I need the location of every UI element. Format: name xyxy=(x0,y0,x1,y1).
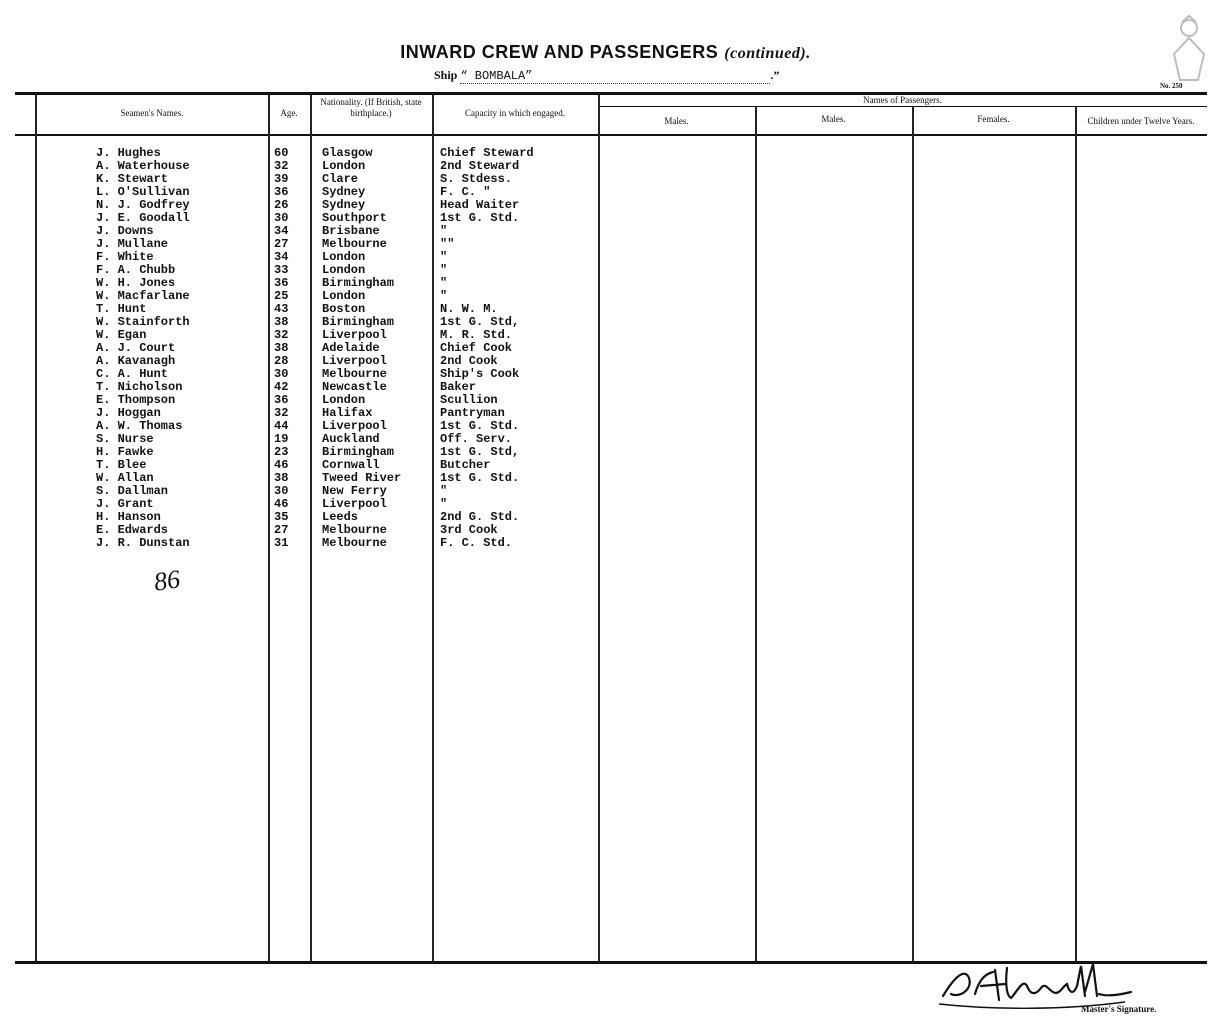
crew-name: J. E. Goodall xyxy=(96,211,190,225)
crew-name: J. R. Dunstan xyxy=(96,536,190,550)
crew-name: T. Blee xyxy=(96,458,147,472)
crew-name: W. Egan xyxy=(96,328,147,342)
crew-name: T. Nicholson xyxy=(96,380,183,394)
crew-nationality: London xyxy=(322,159,366,173)
crew-capacity: " xyxy=(440,289,448,303)
crew-capacity: Chief Steward xyxy=(440,146,534,160)
crew-nationality: Melbourne xyxy=(322,523,387,537)
crew-row xyxy=(0,497,600,510)
crew-capacity: Baker xyxy=(440,380,477,394)
crew-row xyxy=(0,328,600,341)
crew-nationality: Brisbane xyxy=(322,224,380,238)
crew-row xyxy=(0,393,600,406)
crew-age: 38 xyxy=(274,315,289,329)
handwritten-tally: 86 xyxy=(152,564,182,597)
crew-nationality: Glasgow xyxy=(322,146,373,160)
ship-name: “ BOMBALA” xyxy=(460,69,770,84)
crew-age: 43 xyxy=(274,302,289,316)
crew-row xyxy=(0,458,600,471)
crew-capacity: " xyxy=(440,276,448,290)
crew-nationality: London xyxy=(322,250,366,264)
crew-row xyxy=(0,250,600,263)
crew-capacity: 2nd Cook xyxy=(440,354,498,368)
title-continued: (continued). xyxy=(724,45,811,62)
divider-females xyxy=(912,106,914,961)
crew-row xyxy=(0,523,600,536)
crew-capacity: 1st G. Std. xyxy=(440,419,520,433)
crew-name: H. Fawke xyxy=(96,445,154,459)
crew-nationality: Adelaide xyxy=(322,341,380,355)
crew-age: 34 xyxy=(274,250,289,264)
crew-age: 42 xyxy=(274,380,289,394)
crew-capacity: " xyxy=(440,484,448,498)
header-passengers: Names of Passengers. xyxy=(863,95,942,105)
crew-name: A. Waterhouse xyxy=(96,159,190,173)
crew-capacity: Ship's Cook xyxy=(440,367,520,381)
crew-age: 36 xyxy=(274,185,289,199)
crew-age: 35 xyxy=(274,510,289,524)
crew-name: E. Edwards xyxy=(96,523,169,537)
crew-name: J. Hoggan xyxy=(96,406,161,420)
divider-males2 xyxy=(755,106,757,961)
crew-name: J. Hughes xyxy=(96,146,161,160)
crew-row xyxy=(0,211,600,224)
crew-row xyxy=(0,484,600,497)
crew-nationality: Clare xyxy=(322,172,359,186)
crew-name: L. O'Sullivan xyxy=(96,185,190,199)
crew-name: S. Nurse xyxy=(96,432,154,446)
crew-row xyxy=(0,380,600,393)
crew-name: A. W. Thomas xyxy=(96,419,183,433)
ship-label: Ship xyxy=(434,68,458,82)
crew-age: 27 xyxy=(274,237,289,251)
crew-age: 31 xyxy=(274,536,289,550)
crew-nationality: Melbourne xyxy=(322,367,387,381)
crew-capacity: 3rd Cook xyxy=(440,523,498,537)
crew-row xyxy=(0,159,600,172)
crew-capacity: 1st G. Std, xyxy=(440,445,520,459)
crew-row xyxy=(0,276,600,289)
crew-nationality: Boston xyxy=(322,302,366,316)
crew-nationality: New Ferry xyxy=(322,484,387,498)
crew-name: C. A. Hunt xyxy=(96,367,169,381)
crew-row xyxy=(0,432,600,445)
crew-name: J. Downs xyxy=(96,224,154,238)
crew-nationality: Birmingham xyxy=(322,276,395,290)
crew-age: 32 xyxy=(274,159,289,173)
crew-capacity: Off. Serv. xyxy=(440,432,513,446)
crew-row xyxy=(0,224,600,237)
crew-nationality: Auckland xyxy=(322,432,380,446)
crew-row xyxy=(0,406,600,419)
header-names: Seamen's Names. xyxy=(120,108,184,118)
header-capacity: Capacity in which engaged. xyxy=(465,108,565,118)
crew-age: 38 xyxy=(274,341,289,355)
crew-age: 30 xyxy=(274,211,289,225)
crew-capacity: N. W. M. xyxy=(440,302,498,316)
crew-row xyxy=(0,315,600,328)
crew-name: F. White xyxy=(96,250,154,264)
crew-nationality: Cornwall xyxy=(322,458,380,472)
divider-children xyxy=(1075,106,1077,961)
crew-age: 33 xyxy=(274,263,289,277)
header-bottom-rule xyxy=(15,134,1207,136)
crew-nationality: Birmingham xyxy=(322,445,395,459)
crew-row xyxy=(0,536,600,549)
header-nationality: Nationality. (If British, state birthplace.) xyxy=(320,97,422,118)
crew-age: 46 xyxy=(274,497,289,511)
crew-nationality: Liverpool xyxy=(322,328,387,342)
crew-capacity: F. C. " xyxy=(440,185,491,199)
crew-age: 28 xyxy=(274,354,289,368)
crew-row xyxy=(0,237,600,250)
crew-name: J. Grant xyxy=(96,497,154,511)
header-males-2: Males. xyxy=(821,114,846,124)
crew-age: 30 xyxy=(274,484,289,498)
crew-row xyxy=(0,198,600,211)
crew-age: 39 xyxy=(274,172,289,186)
crew-nationality: Liverpool xyxy=(322,354,387,368)
crew-age: 32 xyxy=(274,406,289,420)
crew-age: 32 xyxy=(274,328,289,342)
crew-capacity: " xyxy=(440,263,448,277)
crew-row xyxy=(0,289,600,302)
crew-nationality: Birmingham xyxy=(322,315,395,329)
crew-nationality: Tweed River xyxy=(322,471,402,485)
crew-capacity: 1st G. Std, xyxy=(440,315,520,329)
crew-row xyxy=(0,146,600,159)
crew-age: 19 xyxy=(274,432,289,446)
title-text: INWARD CREW AND PASSENGERS xyxy=(400,42,719,62)
signature-label: Master's Signature. xyxy=(1081,1004,1157,1014)
crew-capacity: Chief Cook xyxy=(440,341,513,355)
crew-row xyxy=(0,341,600,354)
crew-name: W. H. Jones xyxy=(96,276,176,290)
crew-capacity: " xyxy=(440,224,448,238)
crew-age: 46 xyxy=(274,458,289,472)
crew-nationality: London xyxy=(322,289,366,303)
crew-row xyxy=(0,172,600,185)
crew-row xyxy=(0,471,600,484)
crew-name: F. A. Chubb xyxy=(96,263,176,277)
crew-capacity: Pantryman xyxy=(440,406,505,420)
crew-row xyxy=(0,367,600,380)
crew-name: A. J. Court xyxy=(96,341,176,355)
crew-row xyxy=(0,302,600,315)
crew-nationality: Liverpool xyxy=(322,497,387,511)
ship-line xyxy=(434,68,779,84)
crew-row xyxy=(0,263,600,276)
crew-capacity: F. C. Std. xyxy=(440,536,513,550)
crew-nationality: London xyxy=(322,393,366,407)
crew-capacity: 2nd Steward xyxy=(440,159,520,173)
crew-age: 27 xyxy=(274,523,289,537)
crew-age: 36 xyxy=(274,276,289,290)
crew-row xyxy=(0,185,600,198)
crew-age: 26 xyxy=(274,198,289,212)
header-females: Females. xyxy=(977,114,1010,124)
crew-capacity: Scullion xyxy=(440,393,498,407)
crew-name: W. Stainforth xyxy=(96,315,190,329)
crew-age: 34 xyxy=(274,224,289,238)
crew-capacity: M. R. Std. xyxy=(440,328,513,342)
crew-name: E. Thompson xyxy=(96,393,176,407)
crew-capacity: " xyxy=(440,497,448,511)
crew-name: H. Hanson xyxy=(96,510,161,524)
ship-close: .” xyxy=(770,68,780,82)
crew-age: 23 xyxy=(274,445,289,459)
crew-nationality: Sydney xyxy=(322,185,366,199)
crew-age: 25 xyxy=(274,289,289,303)
crew-name: W. Allan xyxy=(96,471,154,485)
crew-capacity: " xyxy=(440,250,448,264)
crew-name: K. Stewart xyxy=(96,172,169,186)
crew-name: T. Hunt xyxy=(96,302,147,316)
passengers-header-rule xyxy=(598,106,1207,107)
crew-nationality: London xyxy=(322,263,366,277)
crew-capacity: Butcher xyxy=(440,458,491,472)
crew-name: J. Mullane xyxy=(96,237,169,251)
crew-nationality: Melbourne xyxy=(322,237,387,251)
crew-name: N. J. Godfrey xyxy=(96,198,190,212)
crew-row xyxy=(0,510,600,523)
crew-capacity: S. Stdess. xyxy=(440,172,513,186)
crew-nationality: Liverpool xyxy=(322,419,387,433)
crew-row xyxy=(0,354,600,367)
crew-nationality: Sydney xyxy=(322,198,366,212)
crew-nationality: Southport xyxy=(322,211,387,225)
crew-name: S. Dallman xyxy=(96,484,169,498)
form-number: No. 250 xyxy=(1160,82,1183,90)
crew-nationality: Newcastle xyxy=(322,380,387,394)
header-children: Children under Twelve Years. xyxy=(1087,116,1195,126)
crew-capacity: Head Waiter xyxy=(440,198,520,212)
crew-age: 36 xyxy=(274,393,289,407)
crew-name: A. Kavanagh xyxy=(96,354,176,368)
crew-name: W. Macfarlane xyxy=(96,289,190,303)
crew-row xyxy=(0,445,600,458)
crew-age: 60 xyxy=(274,146,289,160)
header-males-1: Males. xyxy=(664,116,689,126)
crew-row xyxy=(0,419,600,432)
crew-capacity: "" xyxy=(440,237,455,251)
crew-nationality: Halifax xyxy=(322,406,373,420)
crew-age: 44 xyxy=(274,419,289,433)
crew-nationality: Leeds xyxy=(322,510,359,524)
crew-nationality: Melbourne xyxy=(322,536,387,550)
crew-capacity: 1st G. Std. xyxy=(440,471,520,485)
crew-capacity: 2nd G. Std. xyxy=(440,510,520,524)
crew-age: 38 xyxy=(274,471,289,485)
crew-capacity: 1st G. Std. xyxy=(440,211,520,225)
crew-age: 30 xyxy=(274,367,289,381)
page-title xyxy=(0,42,1211,63)
header-age: Age. xyxy=(280,108,298,118)
